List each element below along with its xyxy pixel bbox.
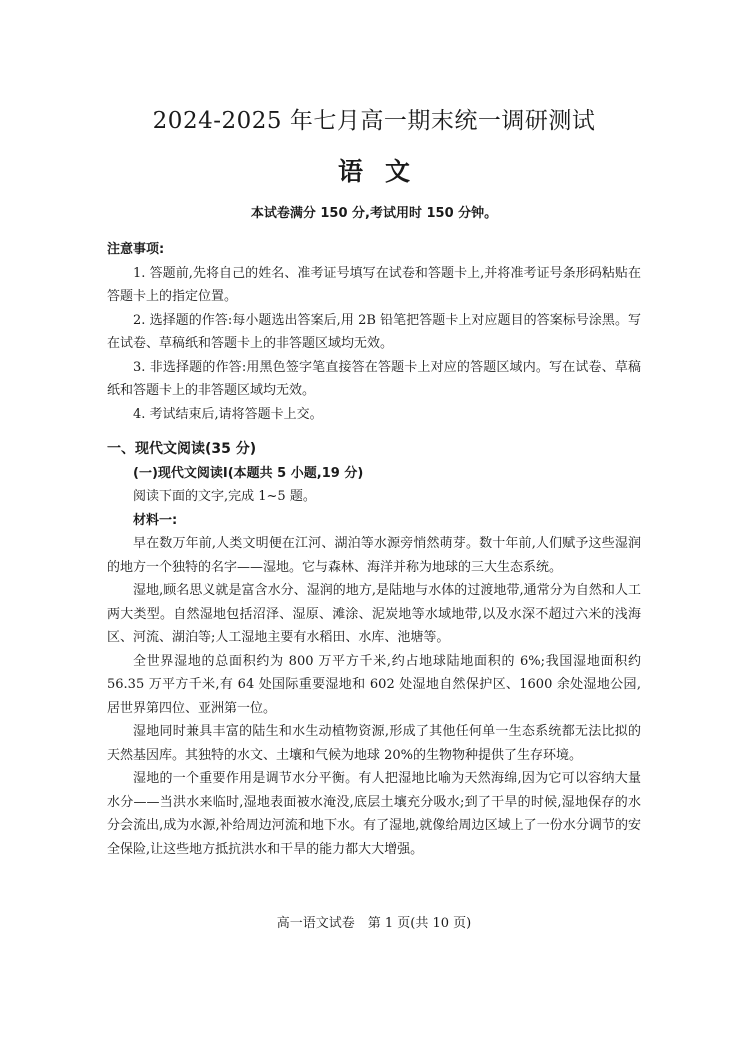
section-title: 一、现代文阅读(35 分) [107, 441, 257, 457]
subject-title: 语文 [337, 157, 432, 186]
notice-item: 3. 非选择题的作答:用黑色签字笔直接答在答题卡上对应的答题区域内。写在试卷、草稿纸和答题卡上的非答题区域均无效。 [107, 359, 641, 398]
body-paragraph: 湿地的一个重要作用是调节水分平衡。有人把湿地比喻为天然海绵,因为它可以容纳大量水分——当洪水来临时,湿地表面被水淹没,底层土壤充分吸水;到了干旱的时候,湿地保存的水分会流出,成为水源,补给周边河流和地下水。有了湿地,就像给周边区域上了一份水分调节的安全保险,让这些地方抵抗洪水和干旱的能力都大大增强。 [107, 771, 641, 857]
material-label: 材料一: [133, 512, 178, 528]
page-footer: 高一语文试卷 第 1 页(共 10 页) [276, 916, 472, 931]
body-paragraph: 全世界湿地的总面积约为 800 万平方千米,约占地球陆地面积的 6%;我国湿地面积约 56.35 万平方千米,有 64 处国际重要湿地和 602 处湿地自然保护区、1600 余处湿地公园,居世界第四位、亚洲第一位。 [107, 653, 641, 716]
section-subtitle: (一)现代文阅读Ⅰ(本题共 5 小题,19 分) [133, 465, 364, 481]
notice-item: 4. 考试结束后,请将答题卡上交。 [133, 406, 323, 422]
body-paragraph: 早在数万年前,人类文明便在江河、湖泊等水源旁悄然萌芽。数十年前,人们赋予这些湿润的地方一个独特的名字——湿地。它与森林、海洋并称为地球的三大生态系统。 [107, 536, 641, 575]
exam-title: 2024-2025 年七月高一期末统一调研测试 [152, 108, 596, 134]
notice-heading: 注意事项: [107, 242, 165, 257]
body-paragraph: 湿地同时兼具丰富的陆生和水生动植物资源,形成了其他任何单一生态系统都无法比拟的天然基因库。其独特的水文、土壤和气候为地球 20%的生物物种提供了生存环境。 [107, 724, 641, 763]
instruction: 阅读下面的文字,完成 1~5 题。 [133, 489, 316, 504]
notice-item: 1. 答题前,先将自己的姓名、准考证号填写在试卷和答题卡上,并将准考证号条形码粘贴在答题卡上的指定位置。 [107, 265, 641, 304]
notice-item: 2. 选择题的作答:每小题选出答案后,用 2B 铅笔把答题卡上对应题目的答案标号涂黑。写在试卷、草稿纸和答题卡上的非答题区域均无效。 [107, 312, 641, 351]
exam-info: 本试卷满分 150 分,考试用时 150 分钟。 [250, 206, 498, 221]
body-paragraph: 湿地,顾名思义就是富含水分、湿润的地方,是陆地与水体的过渡地带,通常分为自然和人工两大类型。自然湿地包括沼泽、湿原、滩涂、泥炭地等水域地带,以及水深不超过六米的浅海区、河流、湖泊等;人工湿地主要有水稻田、水库、池塘等。 [107, 583, 641, 645]
exam-content [107, 238, 641, 861]
